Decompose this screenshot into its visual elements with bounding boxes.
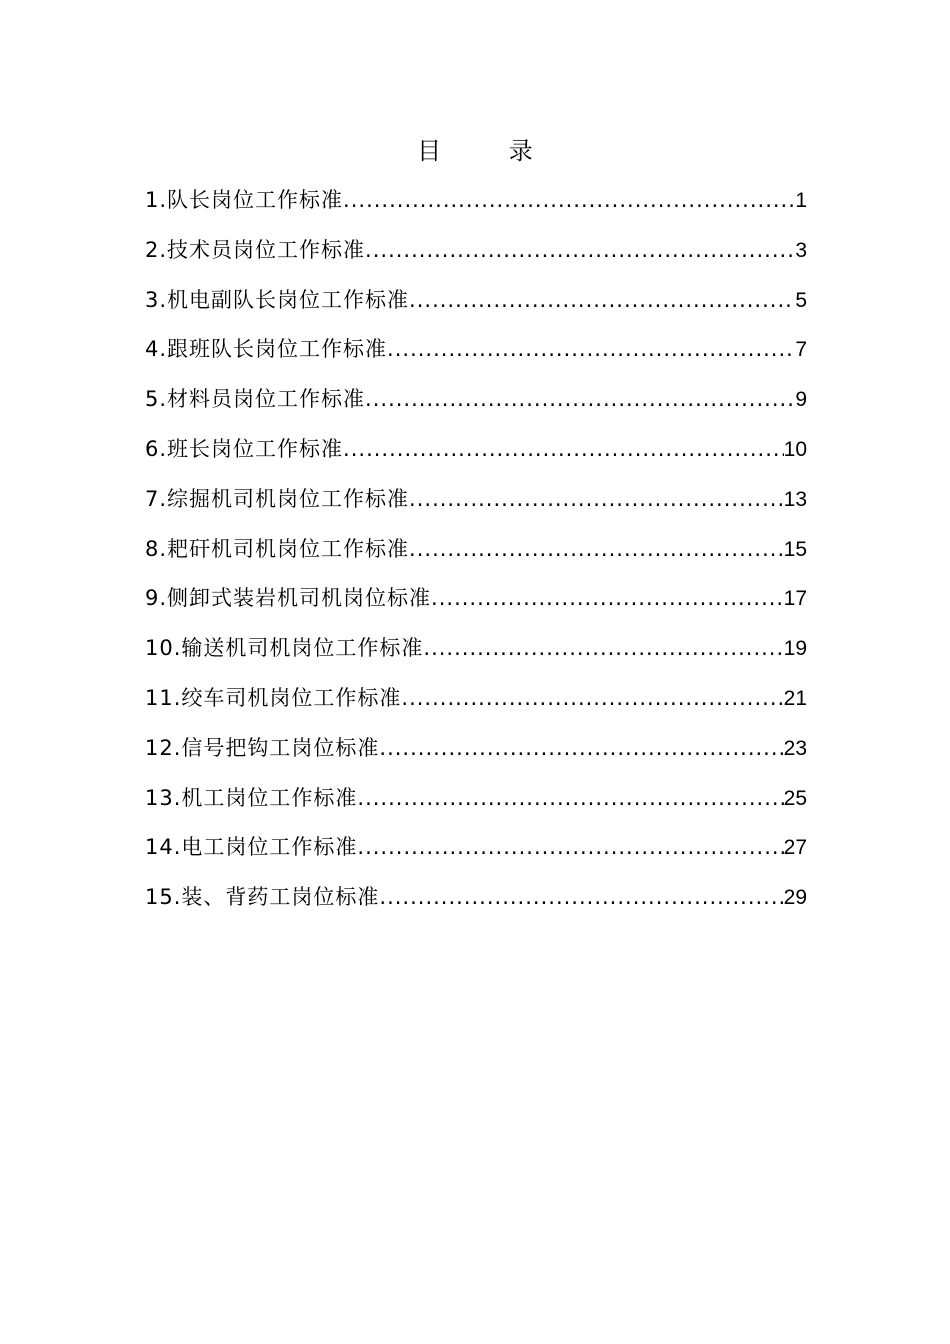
toc-entry-label: 15.装、背药工岗位标准 (145, 885, 380, 910)
toc-entry-label: 12.信号把钩工岗位标准 (145, 735, 380, 760)
toc-entry (145, 181, 807, 231)
toc-page-number: 9 (795, 388, 807, 412)
toc-entry-label: 1.队长岗位工作标准 (145, 188, 344, 212)
toc-entry (145, 828, 807, 878)
toc-dot-leader (423, 629, 783, 667)
toc-dot-leader (365, 231, 795, 269)
toc-page-number: 17 (783, 587, 807, 611)
toc-entry-label: 8.耙矸机司机岗位工作标准 (145, 536, 410, 561)
toc-dot-leader (387, 330, 795, 368)
toc-dot-leader (431, 579, 784, 617)
toc-page-number: 15 (783, 537, 807, 561)
toc-entry-label: 10.输送机司机岗位工作标准 (145, 636, 424, 661)
toc-entry-label: 7.综掘机司机岗位工作标准 (145, 486, 410, 511)
toc-entry (145, 330, 807, 380)
toc-dot-leader (343, 430, 784, 468)
toc-page-number: 1 (795, 189, 807, 212)
toc-entry (145, 530, 807, 580)
toc-dot-leader (409, 281, 795, 319)
toc-page-number: 10 (783, 437, 807, 461)
toc-dot-leader (379, 729, 783, 767)
toc-page-number: 19 (783, 637, 807, 661)
toc-entry (145, 579, 807, 629)
toc-dot-leader (401, 679, 783, 717)
toc-entry-label: 11.绞车司机岗位工作标准 (145, 685, 402, 710)
table-of-contents (145, 181, 807, 928)
toc-dot-leader (343, 181, 795, 219)
toc-entry-label: 9.侧卸式装岩机司机岗位标准 (145, 586, 432, 611)
toc-page-number: 27 (783, 836, 807, 860)
toc-page-number: 7 (795, 338, 807, 362)
toc-entry-label: 6.班长岗位工作标准 (145, 436, 344, 461)
toc-entry-label: 5.材料员岗位工作标准 (145, 387, 366, 412)
toc-entry (145, 231, 807, 281)
toc-entry (145, 430, 807, 480)
toc-entry-label: 2.技术员岗位工作标准 (145, 237, 366, 262)
toc-entry (145, 380, 807, 430)
toc-entry (145, 878, 807, 928)
toc-page-number: 13 (783, 487, 807, 511)
toc-page-number: 5 (795, 288, 807, 312)
toc-entry-label: 13.机工岗位工作标准 (145, 785, 358, 810)
toc-entry (145, 629, 807, 679)
toc-dot-leader (409, 480, 784, 518)
toc-page-number: 21 (783, 686, 807, 710)
toc-entry (145, 480, 807, 530)
toc-dot-leader (357, 779, 783, 817)
toc-dot-leader (365, 380, 795, 418)
toc-page-number: 29 (783, 886, 807, 910)
toc-entry (145, 729, 807, 779)
toc-entry (145, 779, 807, 829)
toc-page-number: 3 (795, 238, 807, 262)
toc-entry (145, 281, 807, 331)
toc-entry-label: 14.电工岗位工作标准 (145, 835, 358, 860)
toc-dot-leader (379, 878, 783, 916)
toc-entry (145, 679, 807, 729)
toc-entry-label: 4.跟班队长岗位工作标准 (145, 337, 388, 362)
toc-page-number: 25 (783, 786, 807, 810)
toc-page-number: 23 (783, 736, 807, 760)
toc-dot-leader (409, 530, 784, 568)
toc-title: 目 录 (417, 137, 563, 165)
toc-dot-leader (357, 828, 783, 866)
toc-entry-label: 3.机电副队长岗位工作标准 (145, 287, 410, 312)
